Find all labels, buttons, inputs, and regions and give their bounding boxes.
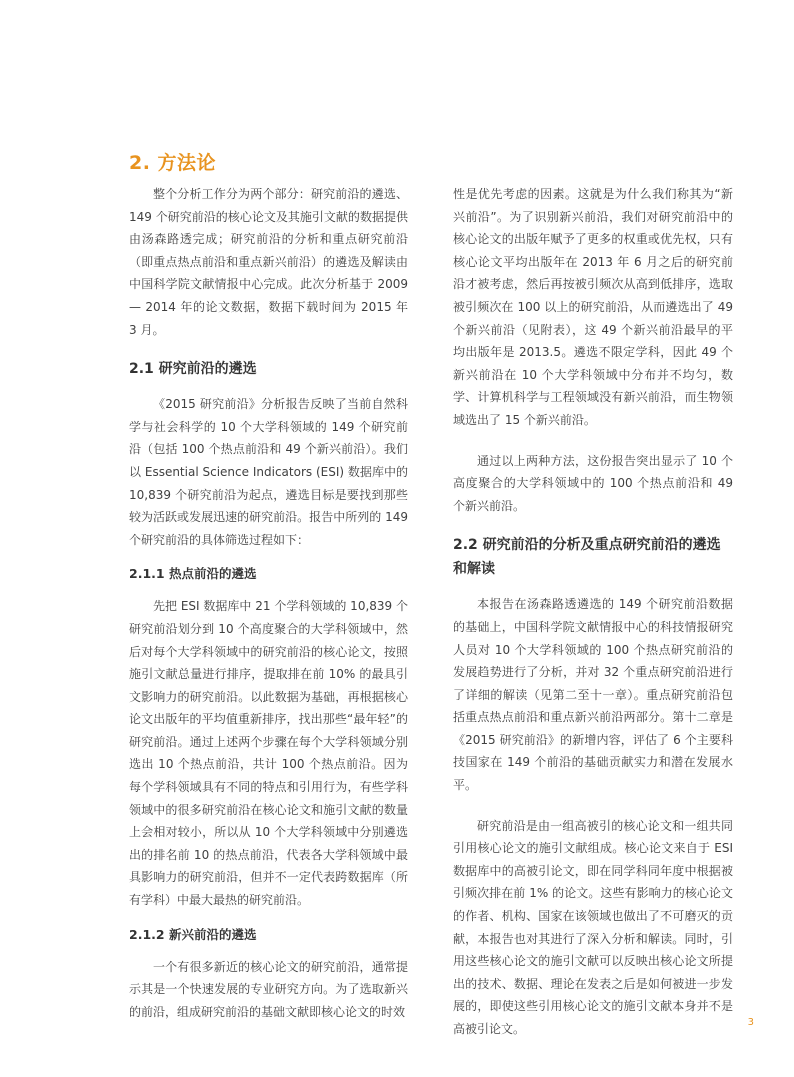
paragraph: 性是优先考虑的因素。这就是为什么我们称其为“新兴前沿”。为了识别新兴前沿，我们对研究前沿中的核心论文的出版年赋予了更多的权重或优先权，只有核心论文平均出版年在 2013 年 6 月之后的研究前沿才被考虑，然后再按被引频次从高到低排序，选取被引频次在 100 以上的研究前沿，从而遴选出了 49 个新兴前沿（见附表），这 49 个新兴前沿最早的平均出版年是 2013.5。遴选不限定学科，因此 49 个新兴前沿在 10 个大学科领域中分布并不均匀，数学、计算机科学与工程领域没有新兴前沿，而生物领域选出了 15 个新兴前沿。 xyxy=(453,187,733,427)
subsubsection-heading: 2.1.2 新兴前沿的遴选 xyxy=(129,926,257,942)
paragraph: 通过以上两种方法，这份报告突出显示了 10 个高度聚合的大学科领域中的 100 个热点前沿和 49 个新兴前沿。 xyxy=(453,453,733,513)
right-column xyxy=(453,183,733,1041)
paragraph: 《2015 研究前沿》分析报告反映了当前自然科学与社会科学的 10 个大学科领域的 149 个研究前沿（包括 100 个热点前沿和 49 个新兴前沿）。我们以 Essential Science Indicators (ESI) 数据库中的 10,839 个研究前沿为起点，遴选目标是要找到那些较为活跃或发展迅速的研究前沿。报告中所列的 149 个研究前沿的具体筛选过程如下： xyxy=(129,397,408,547)
paragraph: 先把 ESI 数据库中 21 个学科领域的 10,839 个研究前沿划分到 10 个高度聚合的大学科领域中，然后对每个大学科领域中的研究前沿的核心论文，按照施引文献总量进行排序，提取排在前 10% 的最具引文影响力的研究前沿。以此数据为基础，再根据核心论文出版年的平均值重新排序，找出那些“最年轻”的研究前沿。通过上述两个步骤在每个大学科领域分别选出 10 个热点前沿，共计 100 个热点前沿。因为每个学科领域具有不同的特点和引用行为，有些学科领域中的很多研究前沿在核心论文和施引文献的数量上会相对较小，所以从 10 个大学科领域中分别遴选出的排名前 10 的热点前沿，代表各大学科领域中最具影响力的研究前沿，但并不一定代表跨数据库（所有学科）中最大最热的研究前沿。 xyxy=(129,599,408,908)
paragraph: 一个有很多新近的核心论文的研究前沿，通常提示其是一个快速发展的专业研究方向。为了选取新兴的前沿，组成研究前沿的基础文献即核心论文的时效 xyxy=(129,959,408,1019)
subsubsection-heading: 2.1.1 热点前沿的遴选 xyxy=(129,566,257,582)
page-number: 3 xyxy=(747,1017,754,1028)
section-heading: 2. 方法论 xyxy=(129,152,217,174)
subsection-heading: 2.1 研究前沿的遴选 xyxy=(129,361,257,378)
paragraph: 整个分析工作分为两个部分：研究前沿的遴选、149 个研究前沿的核心论文及其施引文献的数据提供由汤森路透完成；研究前沿的分析和重点研究前沿（即重点热点前沿和重点新兴前沿）的遴选及解读由中国科学院文献情报中心完成。此次分析基于 2009 — 2014 年的论文数据，数据下载时间为 2015 年 3 月。 xyxy=(129,187,408,337)
subsection-heading: 2.2 研究前沿的分析及重点研究前沿的遴选和解读 xyxy=(453,537,721,578)
paragraph: 研究前沿是由一组高被引的核心论文和一组共同引用核心论文的施引文献组成。核心论文来自于 ESI 数据库中的高被引论文，即在同学科同年度中根据被引频次排在前 1% 的论文。这些有影响力的核心论文的作者、机构、国家在该领域也做出了不可磨灭的贡献，本报告也对其进行了深入分析和解读。同时，引用这些核心论文的施引文献可以反映出核心论文所提出的技术、数据、理论在发表之后是如何被进一步发展的，即使这些引用核心论文的施引文献本身并不是高被引论文。 xyxy=(453,818,733,1036)
paragraph: 本报告在汤森路透遴选的 149 个研究前沿数据的基础上，中国科学院文献情报中心的科技情报研究人员对 10 个大学科领域的 100 个热点研究前沿的发展趋势进行了分析，并对 32 个重点研究前沿进行了详细的解读（见第二至十一章）。重点研究前沿包括重点热点前沿和重点新兴前沿两部分。第十二章是《2015 研究前沿》的新增内容，评估了 6 个主要科技国家在 149 个前沿的基础贡献实力和潜在发展水平。 xyxy=(453,597,733,793)
left-column xyxy=(129,183,408,1023)
